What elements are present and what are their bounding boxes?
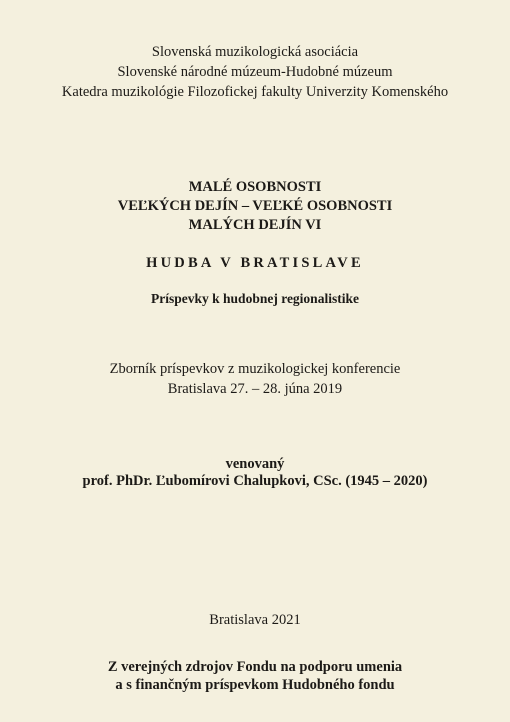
title-line: MALÉ OSOBNOSTI xyxy=(188,179,322,195)
dedication-name: prof. PhDr. Ľubomírovi Chalupkovi, CSc. (1945 – 2020) xyxy=(82,473,428,489)
subtitle: HUDBA V BRATISLAVE xyxy=(146,255,364,271)
dedication-label: venovaný xyxy=(225,456,285,472)
place-year: Bratislava 2021 xyxy=(209,612,301,628)
institution-line: Slovenské národné múzeum-Hudobné múzeum xyxy=(117,64,393,80)
funding-line: a s finančným príspevkom Hudobného fondu xyxy=(115,677,395,693)
title-line: VEĽKÝCH DEJÍN – VEĽKÉ OSOBNOSTI xyxy=(117,198,393,214)
tagline: Príspevky k hudobnej regionalistike xyxy=(151,291,359,306)
funding-line: Z verejných zdrojov Fondu na podporu umenia xyxy=(107,659,403,675)
institution-line: Katedra muzikológie Filozofickej fakulty Univerzity Komenského xyxy=(61,84,449,100)
institution-line: Slovenská muzikologická asociácia xyxy=(151,44,359,60)
title-line: MALÝCH DEJÍN VI xyxy=(188,217,322,233)
proceedings-date: Bratislava 27. – 28. júna 2019 xyxy=(167,381,343,397)
proceedings-line: Zborník príspevkov z muzikologickej konferencie xyxy=(109,361,401,377)
